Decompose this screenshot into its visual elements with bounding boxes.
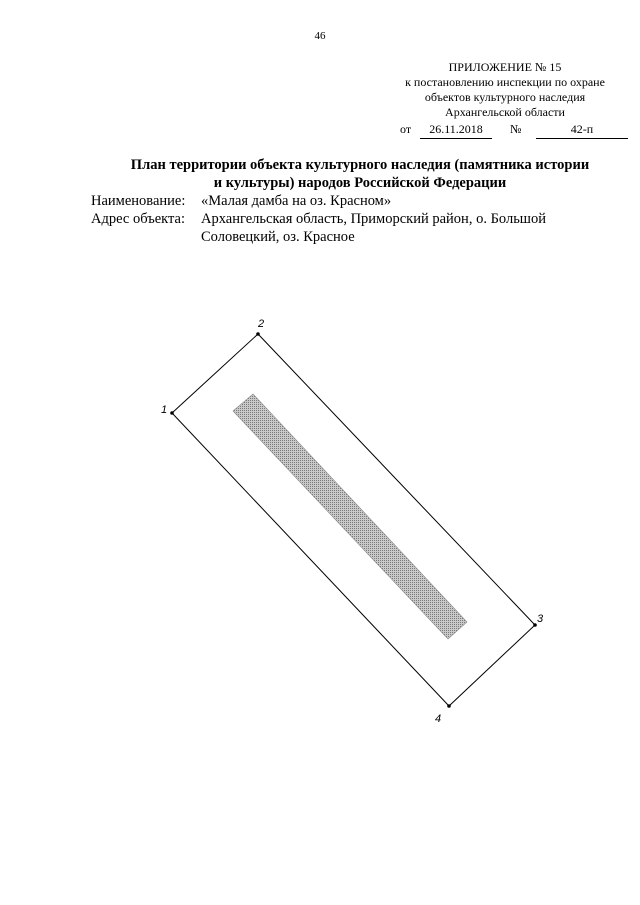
name-value: «Малая дамба на оз. Красном» [201,193,392,209]
boundary-point-1-label: 1 [161,404,168,416]
boundary-point-3-label: 3 [537,613,544,625]
boundary-point-2-label: 2 [258,318,265,330]
document-title-line-2: и культуры) народов Российской Федерации [213,175,507,191]
boundary-point-1-marker [170,411,174,415]
page-number: 46 [314,30,326,42]
date-prefix: от [400,122,412,136]
appendix-title: ПРИЛОЖЕНИЕ № 15 [448,60,562,74]
address-value-line-1: Архангельская область, Приморский район, о. Большой [201,211,546,227]
decree-number: 42-п [536,122,628,139]
address-value-line-2: Соловецкий, оз. Красное [201,229,355,245]
appendix-line-1: к постановлению инспекции по охране [405,75,605,89]
boundary-point-2-marker [256,332,260,336]
appendix-line-2: объектов культурного наследия [424,90,586,104]
name-label: Наименование: [91,193,186,209]
address-label: Адрес объекта: [91,211,185,227]
decree-date: 26.11.2018 [420,122,492,139]
document-title-line-1: План территории объекта культурного наследия (памятника истории [130,157,590,173]
number-prefix: № [510,122,522,136]
boundary-point-4-label: 4 [435,713,442,725]
boundary-point-4-marker [447,704,451,708]
appendix-line-3: Архангельской области [445,105,565,119]
